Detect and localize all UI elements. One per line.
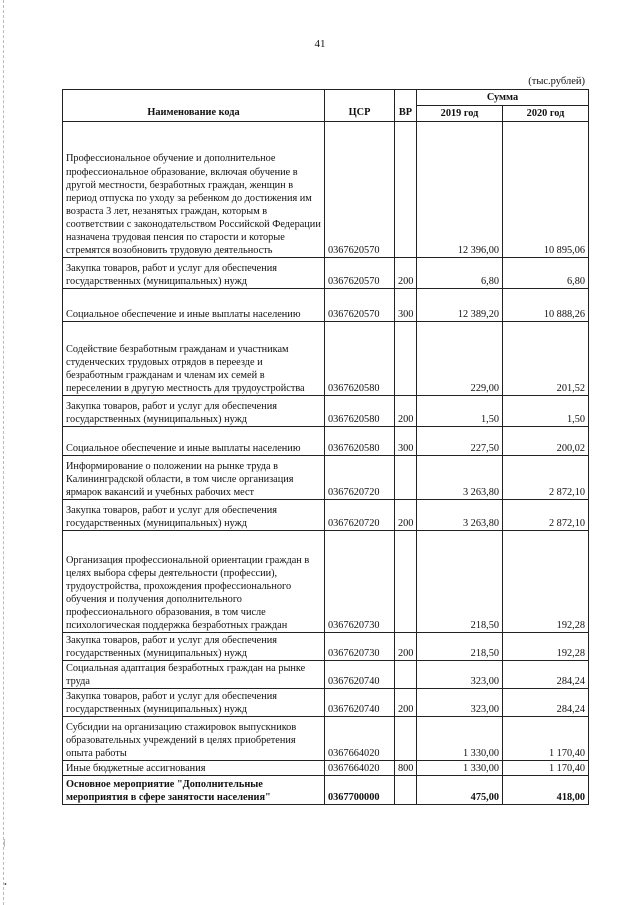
row-csr: 0367620570 (325, 122, 395, 258)
row-vr: 200 (395, 396, 417, 427)
table-row (63, 776, 589, 805)
row-name: Информирование о положении на рынке труда в Калининградской области, в том числе организация ярмарок вакансий и учебных рабочих мест (63, 456, 325, 500)
row-2019: 323,00 (417, 689, 503, 717)
row-csr: 0367620720 (325, 500, 395, 531)
table-row (63, 633, 589, 661)
row-name: Иные бюджетные ассигнования (63, 761, 325, 776)
page-number: 41 (314, 38, 326, 50)
row-2020: 6,80 (503, 258, 589, 289)
table-row (63, 456, 589, 500)
row-csr: 0367620720 (325, 456, 395, 500)
row-2019: 475,00 (417, 776, 503, 805)
units-label: (тыс.рублей) (528, 76, 585, 87)
row-2019: 323,00 (417, 661, 503, 689)
row-2020: 192,28 (503, 633, 589, 661)
row-2019: 3 263,80 (417, 500, 503, 531)
row-2019: 1 330,00 (417, 761, 503, 776)
row-csr: 0367620570 (325, 258, 395, 289)
row-csr: 0367620740 (325, 661, 395, 689)
table-row (63, 500, 589, 531)
row-csr: 0367620570 (325, 289, 395, 322)
row-2020: 1 170,40 (503, 717, 589, 761)
row-csr: 0367620730 (325, 531, 395, 633)
row-name: Субсидии на организацию стажировок выпускников образовательных учреждений в целях приобретения опыта работы (63, 717, 325, 761)
scan-mark: | (4, 838, 6, 847)
row-csr: 0367700000 (325, 776, 395, 805)
row-vr (395, 122, 417, 258)
header-name: Наименование кода (63, 90, 325, 122)
row-2019: 12 389,20 (417, 289, 503, 322)
row-vr: 200 (395, 258, 417, 289)
row-2020: 284,24 (503, 661, 589, 689)
budget-table (62, 89, 589, 805)
header-vr: ВР (395, 90, 417, 122)
table-header (63, 90, 589, 122)
row-2020: 10 888,26 (503, 289, 589, 322)
table-row (63, 689, 589, 717)
row-csr: 0367664020 (325, 761, 395, 776)
row-2019: 12 396,00 (417, 122, 503, 258)
row-vr (395, 456, 417, 500)
row-csr: 0367620580 (325, 322, 395, 396)
row-vr: 200 (395, 689, 417, 717)
row-2019: 1 330,00 (417, 717, 503, 761)
row-2020: 1 170,40 (503, 761, 589, 776)
row-vr: 300 (395, 289, 417, 322)
row-csr: 0367620730 (325, 633, 395, 661)
table-row (63, 717, 589, 761)
row-2019: 218,50 (417, 531, 503, 633)
table-row (63, 427, 589, 456)
table-row (63, 122, 589, 258)
row-vr (395, 717, 417, 761)
row-vr (395, 322, 417, 396)
row-name: Профессиональное обучение и дополнительное профессиональное образование, включая обучение в другой местности, безработных граждан, женщин в период отпуска по уходу за ребенком до достижения им возраста 3 лет, незанятых граждан, которым в соответствии с законодательством Российской Федерации назначена трудовая пенсия по старости и которые стремятся возобновить трудовую деятельность (63, 122, 325, 258)
table-row (63, 661, 589, 689)
row-csr: 0367664020 (325, 717, 395, 761)
row-name: Закупка товаров, работ и услуг для обеспечения государственных (муниципальных) нужд (63, 258, 325, 289)
row-vr (395, 661, 417, 689)
row-name: Социальная адаптация безработных граждан на рынке труда (63, 661, 325, 689)
row-2020: 200,02 (503, 427, 589, 456)
header-csr: ЦСР (325, 90, 395, 122)
row-2019: 227,50 (417, 427, 503, 456)
table-body (63, 122, 589, 805)
row-2019: 6,80 (417, 258, 503, 289)
table-row (63, 322, 589, 396)
row-vr: 200 (395, 500, 417, 531)
row-2020: 2 872,10 (503, 500, 589, 531)
row-2020: 201,52 (503, 322, 589, 396)
scan-margin-line (3, 0, 6, 905)
row-csr: 0367620580 (325, 427, 395, 456)
table-row (63, 531, 589, 633)
row-name: Закупка товаров, работ и услуг для обеспечения государственных (муниципальных) нужд (63, 396, 325, 427)
row-2020: 284,24 (503, 689, 589, 717)
row-2020: 10 895,06 (503, 122, 589, 258)
scan-mark: • (4, 880, 7, 889)
row-2019: 1,50 (417, 396, 503, 427)
row-2019: 218,50 (417, 633, 503, 661)
row-2020: 192,28 (503, 531, 589, 633)
table-row (63, 258, 589, 289)
table-row (63, 396, 589, 427)
row-vr (395, 531, 417, 633)
row-2019: 229,00 (417, 322, 503, 396)
header-sum: Сумма (417, 90, 589, 106)
header-2020: 2020 год (503, 106, 589, 122)
row-vr (395, 776, 417, 805)
row-2020: 1,50 (503, 396, 589, 427)
row-name: Основное мероприятие "Дополнительные мероприятия в сфере занятости населения" (63, 776, 325, 805)
row-name: Закупка товаров, работ и услуг для обеспечения государственных (муниципальных) нужд (63, 500, 325, 531)
table-row (63, 761, 589, 776)
table-row (63, 289, 589, 322)
row-2020: 2 872,10 (503, 456, 589, 500)
row-vr: 300 (395, 427, 417, 456)
row-vr: 200 (395, 633, 417, 661)
row-vr: 800 (395, 761, 417, 776)
row-csr: 0367620580 (325, 396, 395, 427)
row-2020: 418,00 (503, 776, 589, 805)
row-name: Закупка товаров, работ и услуг для обеспечения государственных (муниципальных) нужд (63, 689, 325, 717)
header-2019: 2019 год (417, 106, 503, 122)
row-2019: 3 263,80 (417, 456, 503, 500)
row-name: Социальное обеспечение и иные выплаты населению (63, 427, 325, 456)
row-name: Социальное обеспечение и иные выплаты населению (63, 289, 325, 322)
row-name: Организация профессиональной ориентации граждан в целях выбора сферы деятельности (профессии), трудоустройства, прохождения профессионального обучения и получения дополнительного профессионального образования, в том числе психологическая поддержка безработных граждан (63, 531, 325, 633)
row-name: Закупка товаров, работ и услуг для обеспечения государственных (муниципальных) нужд (63, 633, 325, 661)
row-name: Содействие безработным гражданам и участникам студенческих трудовых отрядов в переезде и безработным гражданам и членам их семей в переселении в другую местность для трудоустройства (63, 322, 325, 396)
row-csr: 0367620740 (325, 689, 395, 717)
